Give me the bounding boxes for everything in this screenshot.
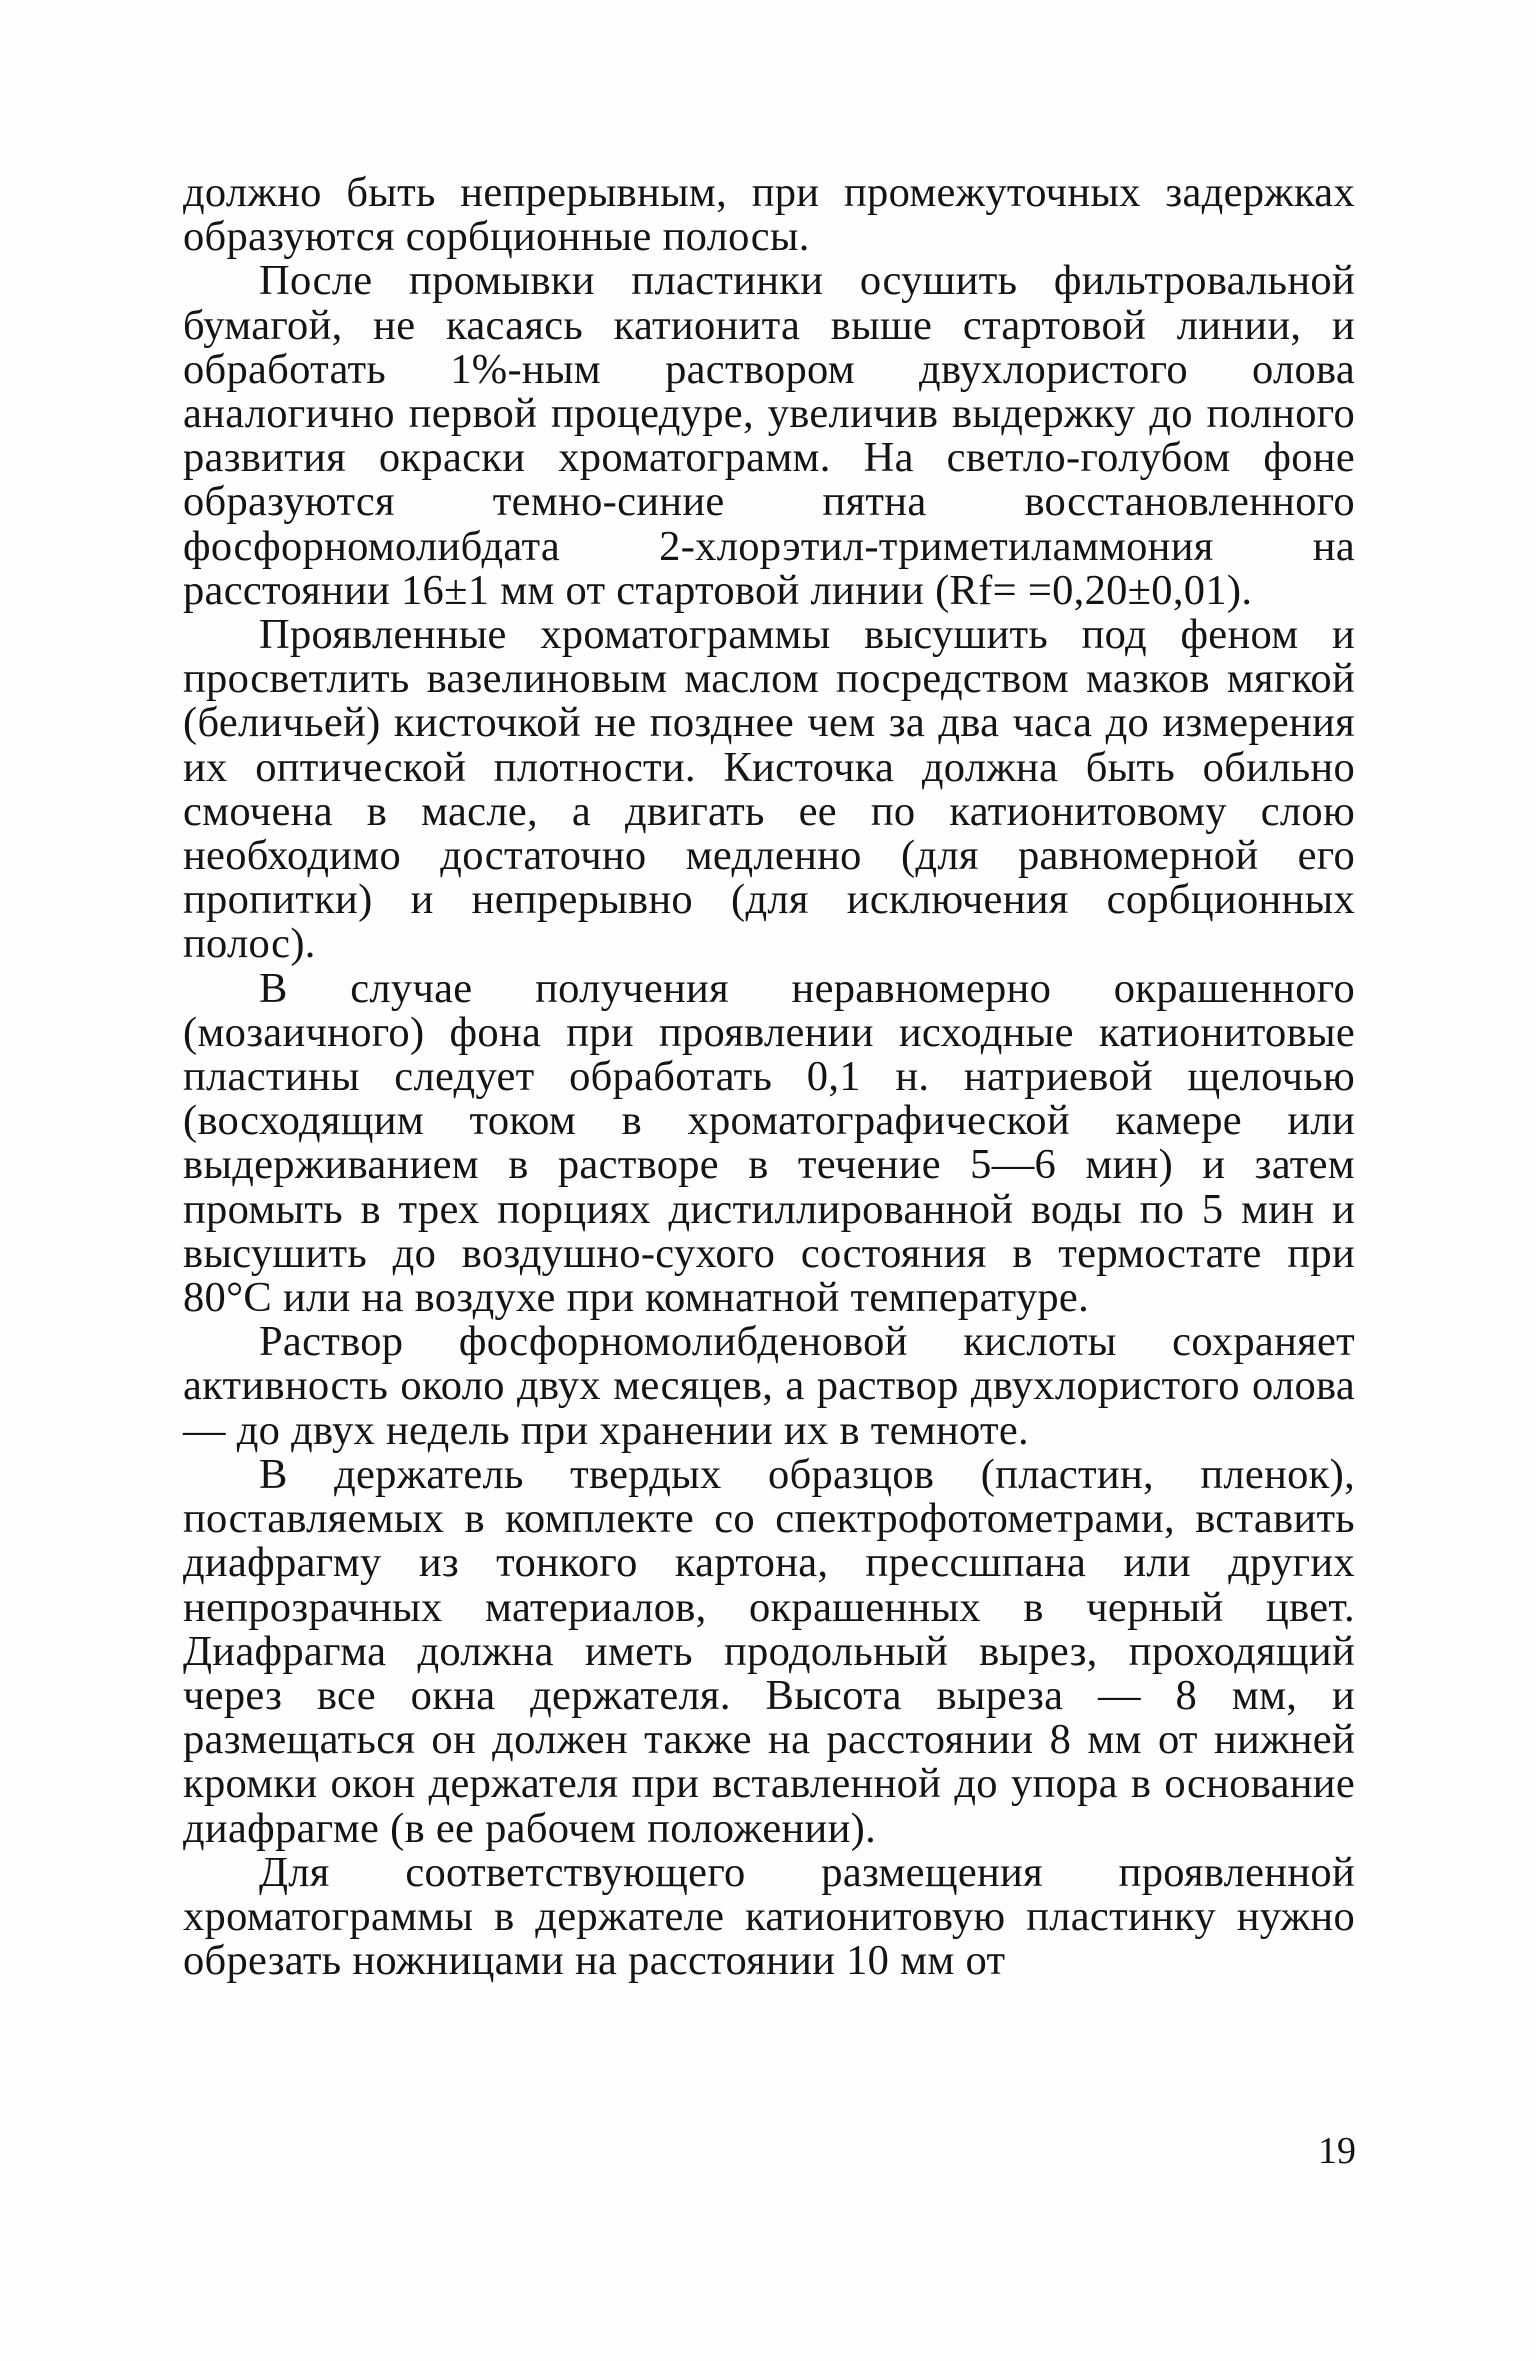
page-number: 19 [1318,2130,1356,2172]
paragraph-washing: После промывки пластинки осушить фильтровальной бумагой, не касаясь катионита выше стартовой линии, и обработать 1%-ным раствором двухлористого олова аналогично первой процедуре, увеличив выдержку до полного развития окраски хроматограмм. На светло-голубом фоне образуются темно-синие пятна восстановленного фосфорномолибдата 2-хлорэтил-триметиламмония на расстоянии 16±1 мм от стартовой линии (Rf= =0,20±0,01). [183,257,1355,614]
paragraph-solution-storage: Раствор фосфорномолибденовой кислоты сохраняет активность около двух месяцев, а раствор двухлористого олова — до двух недель при хранении их в темноте. [183,1318,1355,1454]
paragraph-mosaic-background: В случае получения неравномерно окрашенного (мозаичного) фона при проявлении исходные катионитовые пластины следует обработать 0,1 н. натриевой щелочью (восходящим током в хроматографической камере или выдерживанием в растворе в течение 5—6 мин) и затем промыть в трех порциях дистиллированной воды по 5 мин и высушить до воздушно-сухого состояния в термостате при 80°С или на воздухе при комнатной температуре. [183,964,1355,1322]
paragraph-drying: Проявленные хроматограммы высушить под феном и просветлить вазелиновым маслом посредством мазков мягкой (беличьей) кисточкой не позднее чем за два часа до измерения их оптической плотности. Кисточка должна быть обильно смочена в масле, а двигать ее по катионитовому слою необходимо достаточно медленно (для равномерной его пропитки) и непрерывно (для исключения сорбционных полос). [183,611,1355,968]
paragraph-plate-trimming: Для соответствующего размещения проявленной хроматограммы в держателе катионитовую пластинку нужно обрезать ножницами на расстоянии 10 мм от [183,1848,1355,1985]
paragraph-continuation: должно быть непрерывным, при промежуточных задержках образуются сорбционные полосы. [183,169,1355,261]
paragraph-holder-diaphragm: В держатель твердых образцов (пластин, пленок), поставляемых в комплекте со спектрофотометрами, вставить диафрагму из тонкого картона, прессшпана или других непрозрачных материалов, окрашенных в черный цвет. Диафрагма должна иметь продольный вырез, проходящий через все окна держателя. Высота выреза — 8 мм, и размещаться он должен также на расстоянии 8 мм от нижней кромки окон держателя при вставленной до упора в основание диафрагме (в ее рабочем положении). [183,1450,1355,1852]
body-text [183,171,1355,1983]
